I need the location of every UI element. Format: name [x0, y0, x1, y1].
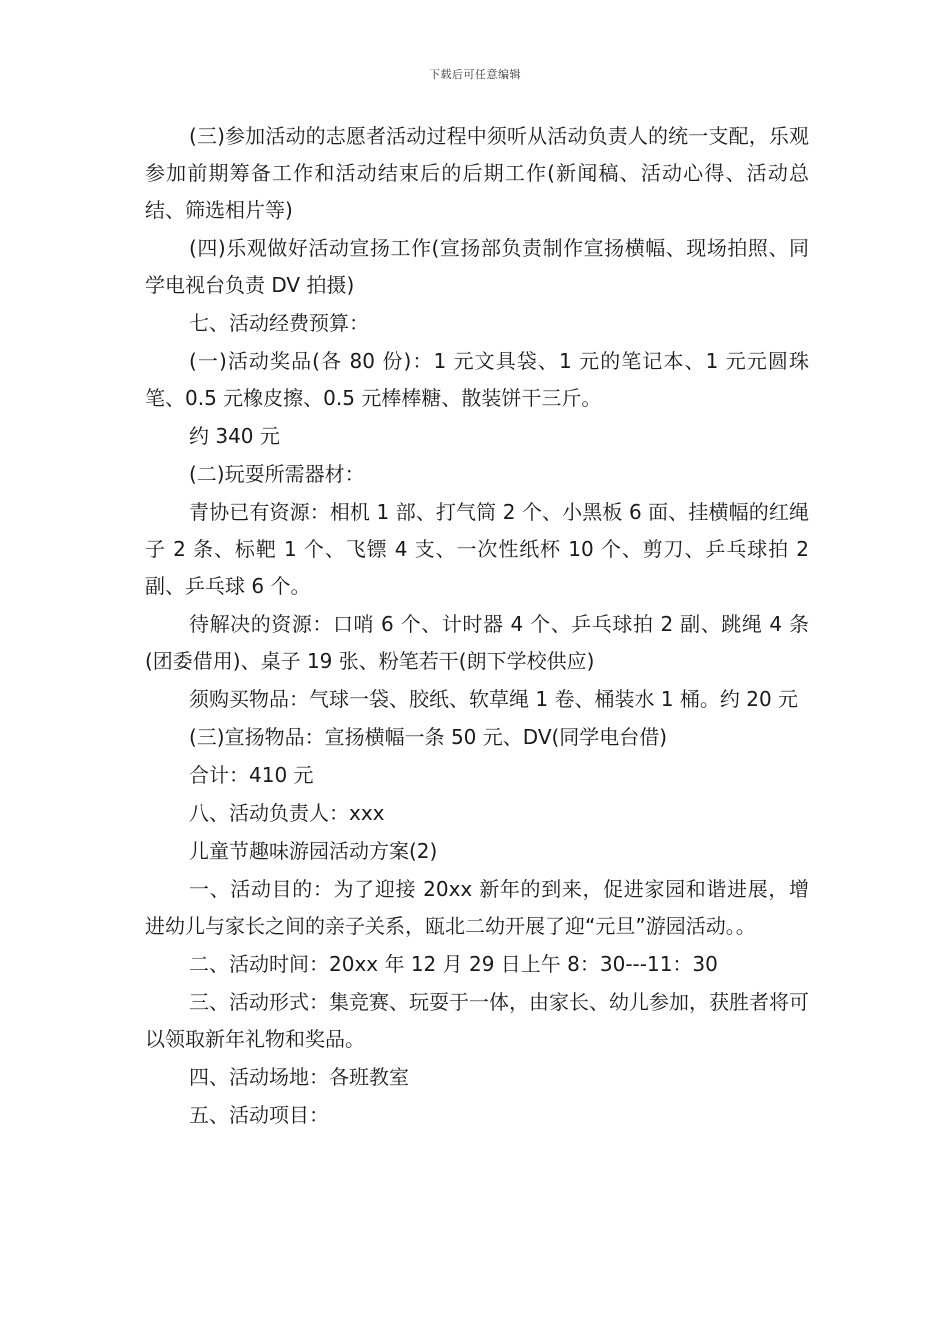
paragraph-pending-resources: 待解决的资源：口哨 6 个、计时器 4 个、乒乓球拍 2 副、跳绳 4 条(团委借用)、桌子 19 张、粉笔若干(朗下学校供应) — [145, 612, 809, 673]
paragraph-venue: 四、活动场地：各班教室 — [189, 1065, 409, 1089]
paragraph-existing-resources: 青协已有资源：相机 1 部、打气筒 2 个、小黑板 6 面、挂横幅的红绳子 2 条、标靶 1 个、飞镖 4 支、一次性纸杯 10 个、剪刀、乒乓球拍 2 副、乒乓球 6 个。 — [145, 500, 809, 598]
paragraph-prizes: (一)活动奖品(各 80 份)：1 元文具袋、1 元的笔记本、1 元元圆珠笔、0.5 元橡皮擦、0.5 元棒棒糖、散装饼干三斤。 — [145, 349, 809, 410]
paragraph-total: 合计：410 元 — [189, 763, 314, 787]
section-title-plan-2: 儿童节趣味游园活动方案(2) — [189, 839, 438, 863]
paragraph-time: 二、活动时间：20xx 年 12 月 29 日上午 8：30---11：30 — [189, 952, 718, 976]
paragraph-publicity-work: (四)乐观做好活动宣扬工作(宣扬部负责制作宣扬横幅、现场拍照、同学电视台负责 DV 拍摄) — [145, 236, 809, 297]
paragraph-publicity-items: (三)宣扬物品：宣扬横幅一条 50 元、DV(同学电台借) — [189, 725, 668, 749]
paragraph-purchase-items: 须购买物品：气球一袋、胶纸、软草绳 1 卷、桶装水 1 桶。约 20 元 — [189, 687, 799, 711]
heading-equipment: (二)玩耍所需器材： — [189, 462, 365, 486]
document-body — [145, 118, 809, 1135]
heading-budget: 七、活动经费预算： — [189, 311, 369, 335]
paragraph-volunteer-duties: (三)参加活动的志愿者活动过程中须听从活动负责人的统一支配，乐观参加前期筹备工作和活动结束后的后期工作(新闻稿、活动心得、活动总结、筛选相片等) — [145, 124, 809, 222]
paragraph-items: 五、活动项目： — [189, 1103, 329, 1127]
paragraph-format: 三、活动形式：集竞赛、玩耍于一体，由家长、幼儿参加，获胜者将可以领取新年礼物和奖品。 — [145, 990, 809, 1051]
paragraph-prizes-total: 约 340 元 — [189, 424, 280, 448]
page-header-note: 下载后可任意编辑 — [429, 68, 521, 81]
paragraph-purpose: 一、活动目的：为了迎接 20xx 新年的到来，促进家园和谐进展，增进幼儿与家长之间的亲子关系，瓯北二幼开展了迎“元旦”游园活动。。 — [145, 877, 809, 938]
paragraph-person-in-charge: 八、活动负责人：xxx — [189, 801, 385, 825]
